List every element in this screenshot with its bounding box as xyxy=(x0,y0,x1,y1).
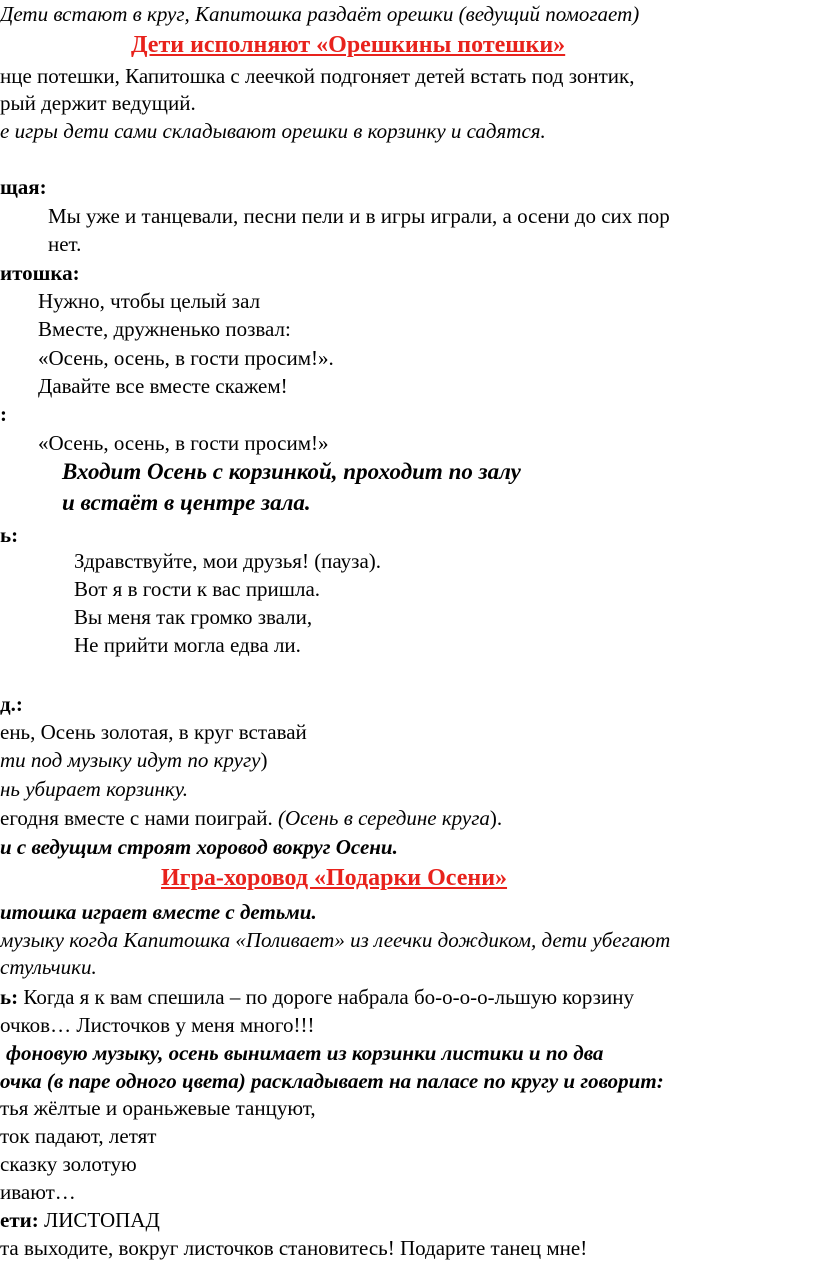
speaker-label: ь: xyxy=(0,523,19,547)
verse-line xyxy=(0,804,502,832)
stage-direction: (Осень в середине круга xyxy=(277,806,490,830)
verse-line: «Осень, осень, в гости просим!» xyxy=(38,431,329,455)
stage-direction: итошка играет вместе с детьми. xyxy=(0,900,317,924)
verse-line: тья жёлтые и ораньжевые танцуют, xyxy=(0,1096,316,1120)
verse-line: «Осень, осень, в гости просим!». xyxy=(38,346,334,370)
stage-direction: фоновую музыку, осень вынимает из корзинки листики и по два xyxy=(6,1041,604,1065)
text-fragment: егодня вместе с нами поиграй. xyxy=(0,806,278,830)
section-heading: Дети исполняют «Орешкины потешки» xyxy=(131,32,566,58)
verse-line: Вы меня так громко звали, xyxy=(74,605,313,629)
speech-line: нет. xyxy=(48,232,82,256)
speech-line xyxy=(0,1206,160,1234)
stage-direction: очка (в паре одного цвета) раскладывает на паласе по кругу и говорит: xyxy=(0,1069,664,1093)
verse-line: ивают… xyxy=(0,1180,76,1204)
verse-line: ень, Осень золотая, в круг вставай xyxy=(0,720,307,744)
stage-direction: нь убирает корзинку. xyxy=(0,777,188,801)
stage-direction: и встаёт в центре зала. xyxy=(62,490,311,515)
stage-direction: музыку когда Капитошка «Поливает» из леечки дождиком, дети убегают xyxy=(0,928,671,952)
verse-line: Не прийти могла едва ли. xyxy=(74,633,301,657)
speaker-label: д.: xyxy=(0,692,23,716)
text-fragment: ) xyxy=(260,748,268,772)
speaker-label: итошка: xyxy=(0,261,80,285)
verse-line: Вместе, дружненько позвал: xyxy=(38,317,291,341)
stage-direction: Дети встают в круг, Капитошка раздаёт орешки (ведущий помогает) xyxy=(0,2,640,26)
speaker-label: : xyxy=(0,402,7,426)
stage-direction: Входит Осень с корзинкой, проходит по залу xyxy=(62,459,521,484)
stage-direction: е игры дети сами складывают орешки в корзинку и садятся. xyxy=(0,119,546,143)
text-fragment: ). xyxy=(489,806,503,830)
text-fragment: ЛИСТОПАД xyxy=(43,1208,160,1232)
stage-direction: и с ведущим строят хоровод вокруг Осени. xyxy=(0,835,398,859)
speech-line: та выходите, вокруг листочков становитесь! Подарите танец мне! xyxy=(0,1236,588,1260)
verse-line: Давайте все вместе скажем! xyxy=(38,374,288,398)
verse-line xyxy=(0,746,267,774)
text-line: рый держит ведущий. xyxy=(0,91,196,115)
section-heading: Игра-хоровод «Подарки Осени» xyxy=(161,865,508,891)
speech-line xyxy=(0,983,634,1011)
verse-line: Вот я в гости к вас пришла. xyxy=(74,577,321,601)
stage-direction: ти под музыку идут по кругу xyxy=(0,748,261,772)
verse-line: сказку золотую xyxy=(0,1152,137,1176)
speaker-label: ети: xyxy=(0,1208,44,1232)
speaker-label: ь: xyxy=(0,985,24,1009)
verse-line: Здравствуйте, мои друзья! (пауза). xyxy=(74,549,382,573)
verse-line: ток падают, летят xyxy=(0,1124,157,1148)
speaker-label: щая: xyxy=(0,175,47,199)
text-fragment: Когда я к вам спешила – по дороге набрала бо-о-о-о-льшую корзину xyxy=(23,985,634,1009)
stage-direction: стульчики. xyxy=(0,955,97,979)
text-line: нце потешки, Капитошка с леечкой подгоняет детей встать под зонтик, xyxy=(0,64,635,88)
verse-line: Нужно, чтобы целый зал xyxy=(38,289,261,313)
speech-line: очков… Листочков у меня много!!! xyxy=(0,1013,315,1037)
speech-line: Мы уже и танцевали, песни пели и в игры играли, а осени до сих пор xyxy=(48,204,670,228)
